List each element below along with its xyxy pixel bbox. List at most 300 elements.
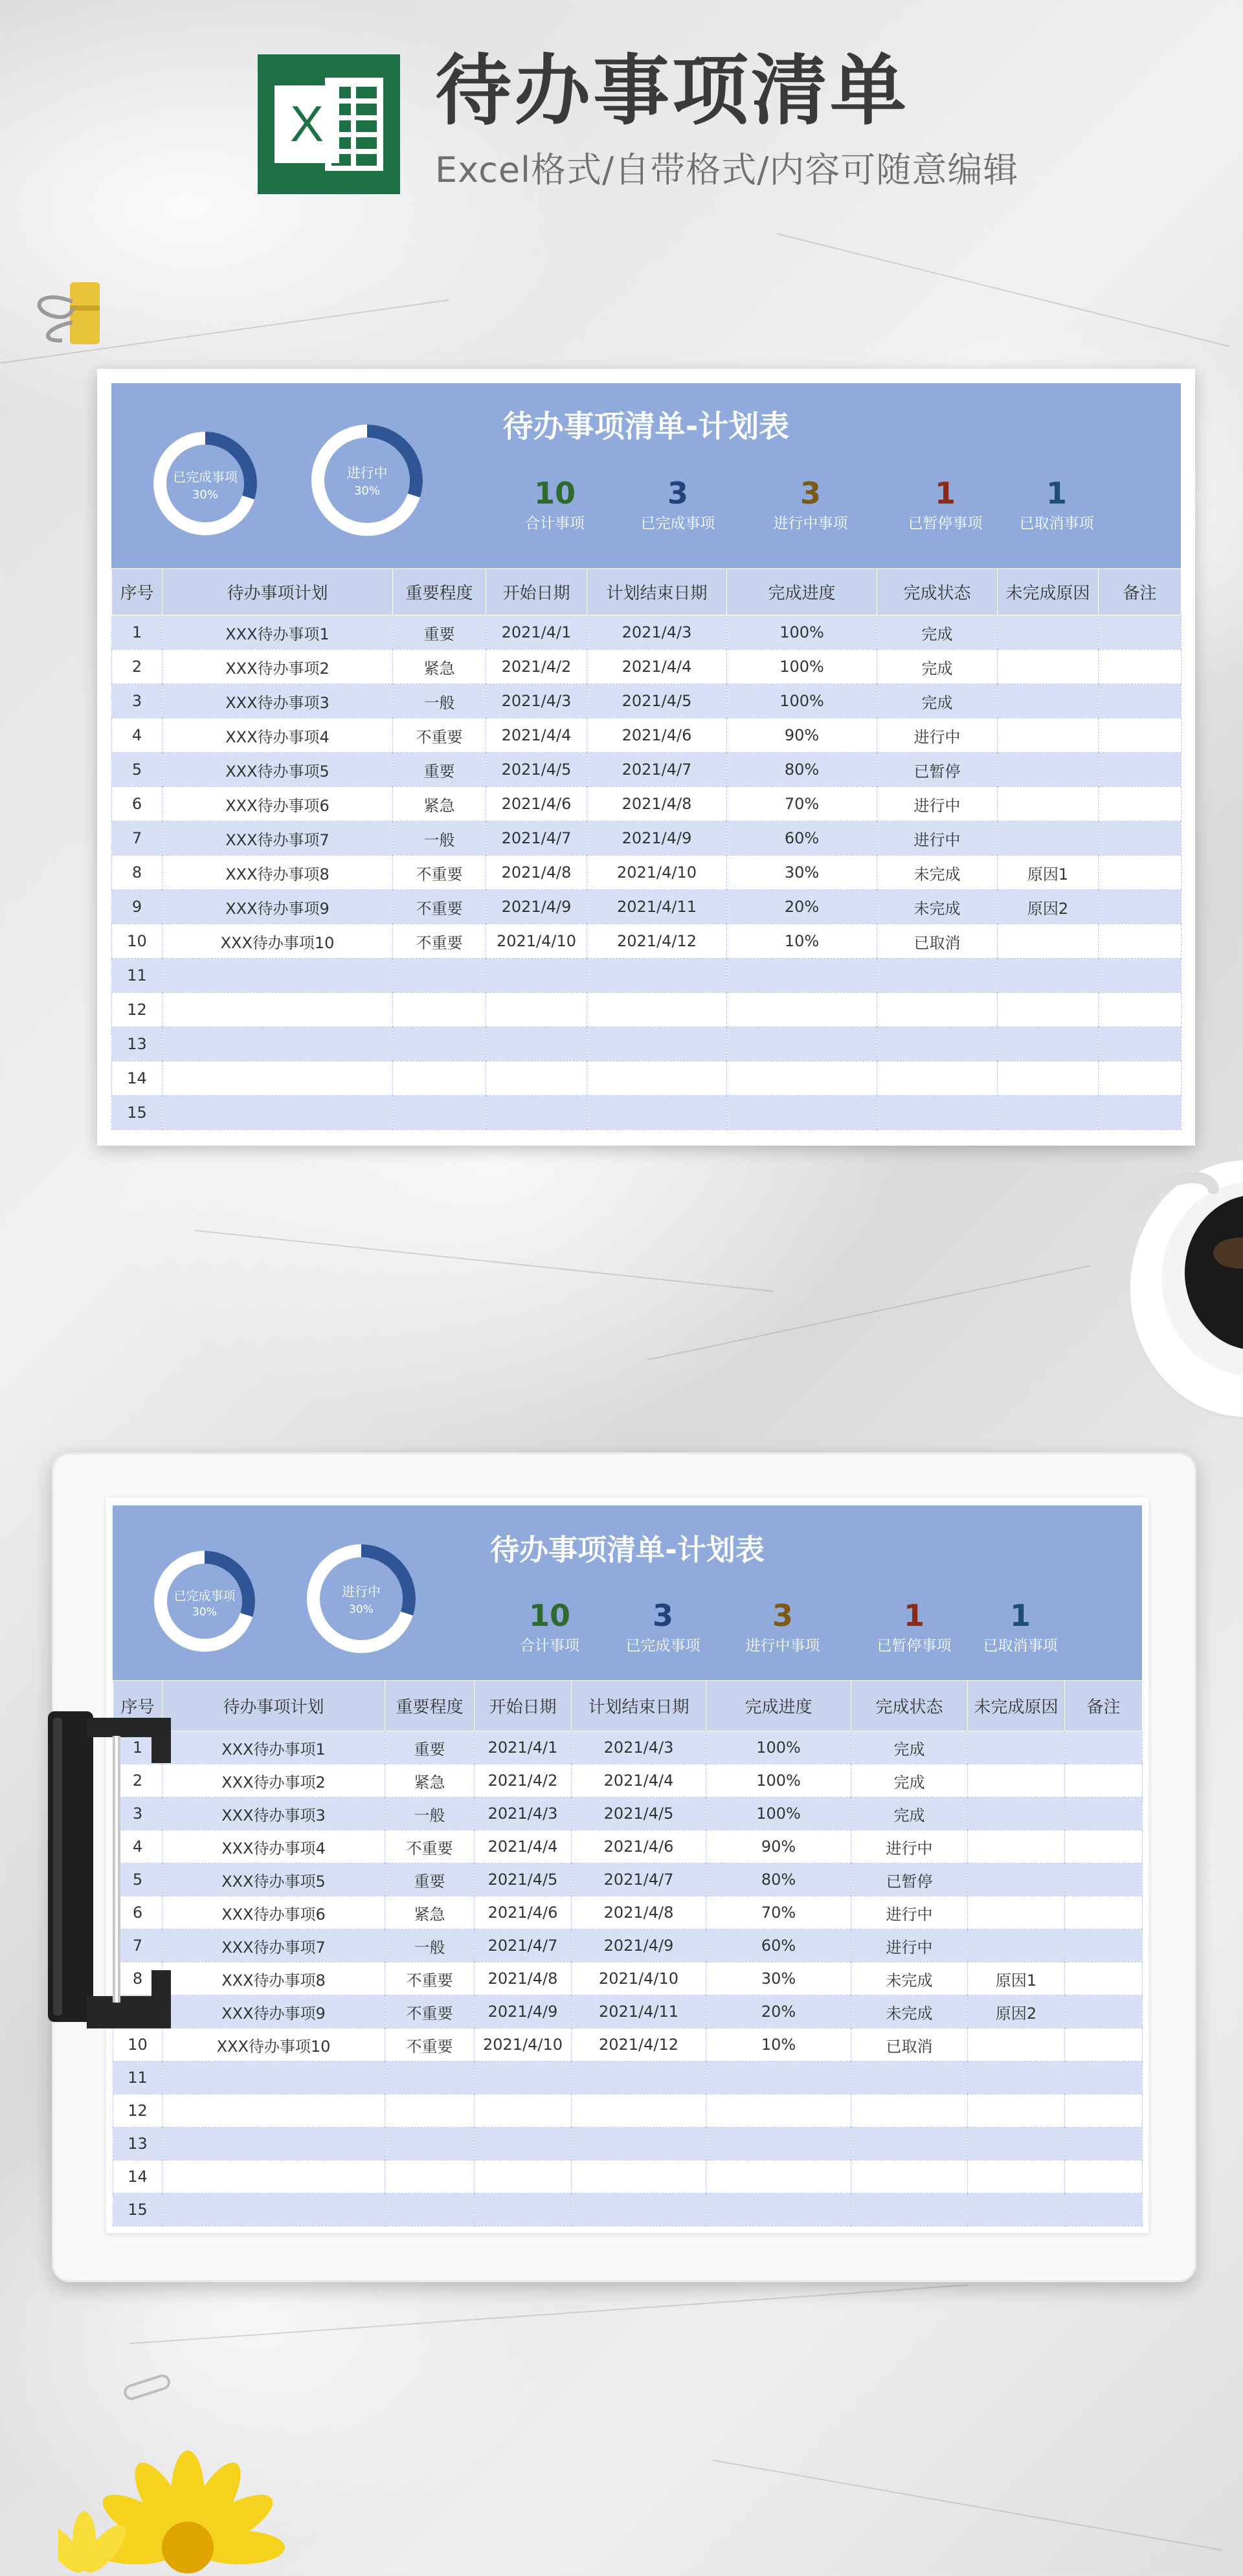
table-cell[interactable] [1065,2193,1143,2226]
table-cell[interactable] [475,2193,572,2226]
table-cell[interactable] [727,1027,877,1061]
table-cell[interactable]: 15 [112,1096,162,1130]
column-header[interactable]: 待办事项计划 [162,1681,385,1731]
table-cell[interactable]: 重要 [385,1863,475,1896]
table-cell[interactable]: 紧急 [393,787,486,821]
table-cell[interactable] [727,1096,877,1130]
table-cell[interactable]: 3 [112,684,162,718]
table-row [112,924,1181,959]
table-cell[interactable]: 80% [727,753,877,787]
table-cell[interactable]: 2021/4/7 [587,753,727,787]
table-cell[interactable]: XXX待办事项6 [162,787,393,821]
table-cell[interactable] [587,1027,727,1061]
table-cell[interactable]: 10 [113,2028,162,2061]
table-cell[interactable]: 2021/4/12 [572,2028,706,2061]
table-cell[interactable]: 2021/4/5 [587,684,727,718]
table-cell[interactable] [1099,650,1181,684]
table-cell[interactable]: XXX待办事项6 [162,1896,385,1929]
table-cell[interactable]: 2021/4/8 [572,1896,706,1929]
table-cell[interactable] [968,2061,1065,2094]
table-cell[interactable]: 2021/4/5 [572,1797,706,1830]
table-cell[interactable]: 7 [112,821,162,856]
column-header[interactable]: 开始日期 [486,569,587,616]
table-cell[interactable] [968,1863,1065,1896]
table-cell[interactable]: 进行中 [851,1929,968,1962]
table-cell[interactable] [968,1764,1065,1797]
table-row [112,890,1181,924]
table-cell[interactable]: 重要 [385,1731,475,1764]
table-cell[interactable]: 13 [112,1027,162,1061]
table-cell[interactable]: 进行中 [877,718,998,753]
table-cell[interactable]: 未完成 [851,1962,968,1995]
table-cell[interactable] [1065,1863,1143,1896]
table-cell[interactable]: 14 [113,2160,162,2193]
table-cell[interactable]: 2021/4/11 [572,1995,706,2028]
table-cell[interactable] [727,959,877,993]
column-header[interactable]: 待办事项计划 [162,569,393,616]
table-cell[interactable] [968,1797,1065,1830]
table-cell[interactable]: 12 [112,993,162,1027]
table-cell[interactable]: 14 [112,1061,162,1096]
table-cell[interactable]: 30% [727,856,877,890]
table-cell[interactable] [1099,1061,1181,1096]
table-cell[interactable]: 原因2 [998,890,1099,924]
table-cell[interactable] [998,787,1099,821]
table-cell[interactable] [877,993,998,1027]
table-cell[interactable] [1065,1830,1143,1863]
table-cell[interactable]: 100% [727,684,877,718]
table-cell[interactable]: 20% [706,1995,851,2028]
table-cell[interactable]: 2021/4/3 [475,1797,572,1830]
table-cell[interactable]: 一般 [393,684,486,718]
table-cell[interactable]: 2021/4/4 [486,718,587,753]
table-cell[interactable]: 已取消 [877,924,998,959]
column-header[interactable]: 重要程度 [385,1681,475,1731]
table-cell[interactable]: 2 [113,1764,162,1797]
table-cell[interactable] [393,1061,486,1096]
table-cell[interactable] [1065,1731,1143,1764]
table-cell[interactable]: 100% [727,650,877,684]
table-cell[interactable] [968,1731,1065,1764]
table-cell[interactable] [706,2061,851,2094]
table-cell[interactable]: 重要 [393,616,486,650]
table-cell[interactable] [385,2061,475,2094]
table-cell[interactable] [1099,616,1181,650]
table-cell[interactable]: 完成 [851,1764,968,1797]
table-cell[interactable] [998,959,1099,993]
table-cell[interactable]: 5 [112,753,162,787]
table-cell[interactable] [393,959,486,993]
table-cell[interactable]: 4 [113,1830,162,1863]
table-cell[interactable] [1099,1027,1181,1061]
table-cell[interactable] [572,2094,706,2127]
table-cell[interactable]: 8 [113,1962,162,1995]
table-cell[interactable]: 紧急 [393,650,486,684]
table-cell[interactable] [587,1096,727,1130]
table-cell[interactable]: 完成 [851,1731,968,1764]
column-header[interactable]: 重要程度 [393,569,486,616]
table-cell[interactable]: 2021/4/8 [475,1962,572,1995]
table-cell[interactable]: 2021/4/8 [587,787,727,821]
table-cell[interactable]: 90% [727,718,877,753]
column-header[interactable]: 完成状态 [877,569,998,616]
table-cell[interactable]: 1 [112,616,162,650]
table-cell[interactable] [998,718,1099,753]
table-cell[interactable]: 2021/4/8 [486,856,587,890]
column-header[interactable]: 备注 [1099,569,1181,616]
table-cell[interactable] [385,2127,475,2160]
table-cell[interactable] [1065,1962,1143,1995]
table-cell[interactable] [877,1027,998,1061]
table-cell[interactable] [706,2193,851,2226]
table-cell[interactable]: 2021/4/9 [475,1995,572,2028]
table-cell[interactable] [162,1061,393,1096]
table-cell[interactable]: 2021/4/7 [572,1863,706,1896]
table-cell[interactable] [968,2127,1065,2160]
table-cell[interactable] [1099,787,1181,821]
table-cell[interactable] [968,2160,1065,2193]
table-cell[interactable] [1065,2094,1143,2127]
table-cell[interactable]: 2021/4/10 [486,924,587,959]
table-cell[interactable] [1065,2061,1143,2094]
table-cell[interactable]: 进行中 [877,787,998,821]
table-cell[interactable] [1065,1797,1143,1830]
table-cell[interactable]: 100% [706,1797,851,1830]
table-cell[interactable]: 2021/4/10 [572,1962,706,1995]
table-cell[interactable] [877,959,998,993]
table-cell[interactable]: 100% [706,1764,851,1797]
table-cell[interactable]: XXX待办事项3 [162,1797,385,1830]
table-cell[interactable] [968,2028,1065,2061]
table-cell[interactable]: 完成 [851,1797,968,1830]
table-cell[interactable]: 2021/4/12 [587,924,727,959]
table-cell[interactable] [572,2193,706,2226]
table-row [112,787,1181,821]
table-cell[interactable]: XXX待办事项1 [162,616,393,650]
table-cell[interactable]: 2021/4/9 [572,1929,706,1962]
table-cell[interactable] [475,2160,572,2193]
table-cell[interactable]: XXX待办事项5 [162,1863,385,1896]
table-cell[interactable] [1099,959,1181,993]
table-cell[interactable] [475,2061,572,2094]
table-cell[interactable] [162,993,393,1027]
table-cell[interactable]: 2021/4/9 [486,890,587,924]
table-cell[interactable] [1065,1929,1143,1962]
table-cell[interactable]: 不重要 [385,2028,475,2061]
stat-value: 10 [528,1598,570,1633]
table-cell[interactable] [1065,2127,1143,2160]
table-cell[interactable]: 不重要 [385,1830,475,1863]
table-cell[interactable] [1065,2160,1143,2193]
table-cell[interactable] [851,2094,968,2127]
table-cell[interactable] [968,2094,1065,2127]
table-cell[interactable] [1099,753,1181,787]
table-cell[interactable] [1099,821,1181,856]
table-cell[interactable] [162,2127,385,2160]
table-cell[interactable]: 11 [112,959,162,993]
table-cell[interactable]: XXX待办事项9 [162,890,393,924]
table-cell[interactable]: 2021/4/3 [572,1731,706,1764]
table-cell[interactable]: 2021/4/2 [475,1764,572,1797]
table-cell[interactable]: 2021/4/5 [486,753,587,787]
table-cell[interactable]: 2021/4/2 [486,650,587,684]
table-cell[interactable]: 7 [113,1929,162,1962]
todo-table [113,1680,1143,2226]
table-cell[interactable] [486,959,587,993]
table-cell[interactable] [1099,856,1181,890]
table-cell[interactable]: 2021/4/6 [486,787,587,821]
table-row [113,2193,1143,2226]
table-cell[interactable]: 80% [706,1863,851,1896]
table-cell[interactable]: XXX待办事项2 [162,1764,385,1797]
table-cell[interactable]: 已暂停 [877,753,998,787]
table-cell[interactable] [486,993,587,1027]
table-cell[interactable]: 紧急 [385,1764,475,1797]
table-cell[interactable]: 不重要 [393,890,486,924]
table-cell[interactable] [877,1061,998,1096]
table-cell[interactable]: 10% [706,2028,851,2061]
table-cell[interactable]: 已取消 [851,2028,968,2061]
table-cell[interactable]: 不重要 [385,1962,475,1995]
table-cell[interactable] [393,993,486,1027]
table-cell[interactable]: 20% [727,890,877,924]
column-header[interactable]: 计划结束日期 [587,569,727,616]
table-cell[interactable] [706,2160,851,2193]
table-cell[interactable]: XXX待办事项4 [162,718,393,753]
table-cell[interactable]: XXX待办事项9 [162,1995,385,2028]
table-cell[interactable]: 2 [112,650,162,684]
column-header[interactable]: 开始日期 [475,1681,572,1731]
table-cell[interactable]: 2021/4/1 [486,616,587,650]
table-cell[interactable]: 不重要 [393,924,486,959]
stat-label: 合计事项 [520,1638,579,1654]
table-row [113,1797,1143,1830]
table-cell[interactable] [572,2160,706,2193]
table-cell[interactable]: 2021/4/7 [486,821,587,856]
column-header[interactable]: 完成进度 [706,1681,851,1731]
table-cell[interactable] [162,1096,393,1130]
table-cell[interactable] [587,993,727,1027]
table-cell[interactable] [572,2061,706,2094]
column-header[interactable]: 完成进度 [727,569,877,616]
table-cell[interactable] [968,2193,1065,2226]
table-cell[interactable] [968,1830,1065,1863]
table-cell[interactable]: 2021/4/10 [475,2028,572,2061]
table-cell[interactable]: 2021/4/1 [475,1731,572,1764]
table-cell[interactable]: XXX待办事项2 [162,650,393,684]
table-cell[interactable] [385,2160,475,2193]
table-cell[interactable]: 5 [113,1863,162,1896]
table-cell[interactable]: XXX待办事项8 [162,1962,385,1995]
table-cell[interactable] [475,2094,572,2127]
table-cell[interactable]: 1 [113,1731,162,1764]
table-cell[interactable]: 一般 [385,1929,475,1962]
table-cell[interactable] [851,2127,968,2160]
table-cell[interactable] [851,2061,968,2094]
table-cell[interactable]: 4 [112,718,162,753]
table-cell[interactable] [998,1061,1099,1096]
table-cell[interactable]: 2021/4/10 [587,856,727,890]
table-cell[interactable] [998,993,1099,1027]
column-header[interactable]: 未完成原因 [968,1681,1065,1731]
in-progress-donut-chart [309,422,425,541]
table-cell[interactable] [706,2094,851,2127]
table-cell[interactable] [727,1061,877,1096]
table-cell[interactable] [393,1027,486,1061]
table-cell[interactable] [968,1929,1065,1962]
table-row [112,959,1181,993]
table-cell[interactable] [385,2193,475,2226]
table-cell[interactable] [1065,2028,1143,2061]
table-cell[interactable]: 9 [112,890,162,924]
table-cell[interactable] [486,1061,587,1096]
table-cell[interactable]: 10 [112,924,162,959]
table-cell[interactable] [1065,1764,1143,1797]
table-cell[interactable] [998,1027,1099,1061]
table-cell[interactable]: 60% [727,821,877,856]
table-cell[interactable] [998,616,1099,650]
table-cell[interactable] [1065,1995,1143,2028]
table-cell[interactable]: 一般 [385,1797,475,1830]
table-cell[interactable] [851,2160,968,2193]
table-cell[interactable]: 不重要 [393,718,486,753]
table-cell[interactable]: 12 [113,2094,162,2127]
table-cell[interactable]: 完成 [877,684,998,718]
table-cell[interactable]: 不重要 [385,1995,475,2028]
table-cell[interactable] [162,1027,393,1061]
table-cell[interactable] [998,924,1099,959]
table-cell[interactable]: 重要 [393,753,486,787]
column-header[interactable]: 完成状态 [851,1681,968,1731]
table-cell[interactable]: 70% [706,1896,851,1929]
table-cell[interactable]: XXX待办事项7 [162,1929,385,1962]
table-cell[interactable]: 完成 [877,616,998,650]
table-cell[interactable] [1099,993,1181,1027]
table-cell[interactable]: 原因2 [968,1995,1065,2028]
table-cell[interactable] [968,1896,1065,1929]
table-cell[interactable]: 6 [113,1896,162,1929]
table-cell[interactable]: 2021/4/4 [475,1830,572,1863]
table-cell[interactable] [162,2193,385,2226]
table-cell[interactable]: 100% [727,616,877,650]
table-cell[interactable] [851,2193,968,2226]
column-header[interactable]: 序号 [112,569,162,616]
table-cell[interactable] [1099,718,1181,753]
table-cell[interactable]: 2021/4/6 [475,1896,572,1929]
table-cell[interactable]: XXX待办事项8 [162,856,393,890]
table-header-row [112,569,1181,616]
table-cell[interactable] [162,2061,385,2094]
table-cell[interactable]: 2021/4/6 [587,718,727,753]
table-cell[interactable]: 进行中 [877,821,998,856]
table-cell[interactable]: 30% [706,1962,851,1995]
table-cell[interactable] [572,2127,706,2160]
table-cell[interactable] [393,1096,486,1130]
table-cell[interactable]: 60% [706,1929,851,1962]
table-cell[interactable] [998,821,1099,856]
table-cell[interactable]: 2021/4/9 [587,821,727,856]
table-cell[interactable] [1099,924,1181,959]
table-cell[interactable]: 未完成 [851,1995,968,2028]
table-cell[interactable] [706,2127,851,2160]
table-cell[interactable]: 不重要 [393,856,486,890]
table-cell[interactable]: 2021/4/3 [486,684,587,718]
table-cell[interactable] [162,959,393,993]
table-cell[interactable]: 70% [727,787,877,821]
table-cell[interactable] [1099,890,1181,924]
column-header[interactable]: 备注 [1065,1681,1143,1731]
table-cell[interactable]: 6 [112,787,162,821]
table-cell[interactable]: XXX待办事项7 [162,821,393,856]
table-cell[interactable]: 90% [706,1830,851,1863]
table-cell[interactable] [587,959,727,993]
table-cell[interactable]: XXX待办事项1 [162,1731,385,1764]
table-cell[interactable] [1099,684,1181,718]
table-cell[interactable]: 11 [113,2061,162,2094]
table-cell[interactable]: 8 [112,856,162,890]
table-cell[interactable]: 13 [113,2127,162,2160]
table-cell[interactable]: 15 [113,2193,162,2226]
table-cell[interactable] [998,684,1099,718]
table-cell[interactable] [1099,1096,1181,1130]
table-cell[interactable]: 2021/4/4 [572,1764,706,1797]
table-cell[interactable] [998,1096,1099,1130]
table-cell[interactable]: 完成 [877,650,998,684]
table-cell[interactable] [162,2094,385,2127]
table-cell[interactable]: 进行中 [851,1830,968,1863]
table-cell[interactable] [877,1096,998,1130]
table-cell[interactable] [998,650,1099,684]
table-cell[interactable] [1065,1896,1143,1929]
table-cell[interactable] [486,1027,587,1061]
table-cell[interactable] [587,1061,727,1096]
table-cell[interactable]: 一般 [393,821,486,856]
table-cell[interactable]: 2021/4/5 [475,1863,572,1896]
table-cell[interactable]: XXX待办事项4 [162,1830,385,1863]
table-cell[interactable]: 2021/4/11 [587,890,727,924]
table-cell[interactable]: XXX待办事项5 [162,753,393,787]
column-header[interactable]: 未完成原因 [998,569,1099,616]
table-cell[interactable] [486,1096,587,1130]
table-cell[interactable]: 3 [113,1797,162,1830]
table-cell[interactable]: 2021/4/7 [475,1929,572,1962]
table-cell[interactable] [727,993,877,1027]
table-cell[interactable] [385,2094,475,2127]
column-header[interactable]: 计划结束日期 [572,1681,706,1731]
table-cell[interactable] [475,2127,572,2160]
column-header[interactable]: 序号 [113,1681,162,1731]
table-cell[interactable]: XXX待办事项10 [162,924,393,959]
table-cell[interactable] [162,2160,385,2193]
table-cell[interactable]: 原因1 [968,1962,1065,1995]
table-cell[interactable]: 紧急 [385,1896,475,1929]
table-cell[interactable]: 原因1 [998,856,1099,890]
table-cell[interactable]: 2021/4/6 [572,1830,706,1863]
table-cell[interactable]: 100% [706,1731,851,1764]
table-cell[interactable]: XXX待办事项10 [162,2028,385,2061]
table-cell[interactable]: 已暂停 [851,1863,968,1896]
table-cell[interactable]: 进行中 [851,1896,968,1929]
table-cell[interactable]: 2021/4/4 [587,650,727,684]
table-cell[interactable]: 未完成 [877,856,998,890]
in-progress-donut-chart [304,1542,418,1658]
table-cell[interactable]: XXX待办事项3 [162,684,393,718]
table-cell[interactable]: 未完成 [877,890,998,924]
table-row [112,821,1181,856]
table-cell[interactable] [998,753,1099,787]
table-cell[interactable]: 2021/4/3 [587,616,727,650]
table-cell[interactable]: 10% [727,924,877,959]
